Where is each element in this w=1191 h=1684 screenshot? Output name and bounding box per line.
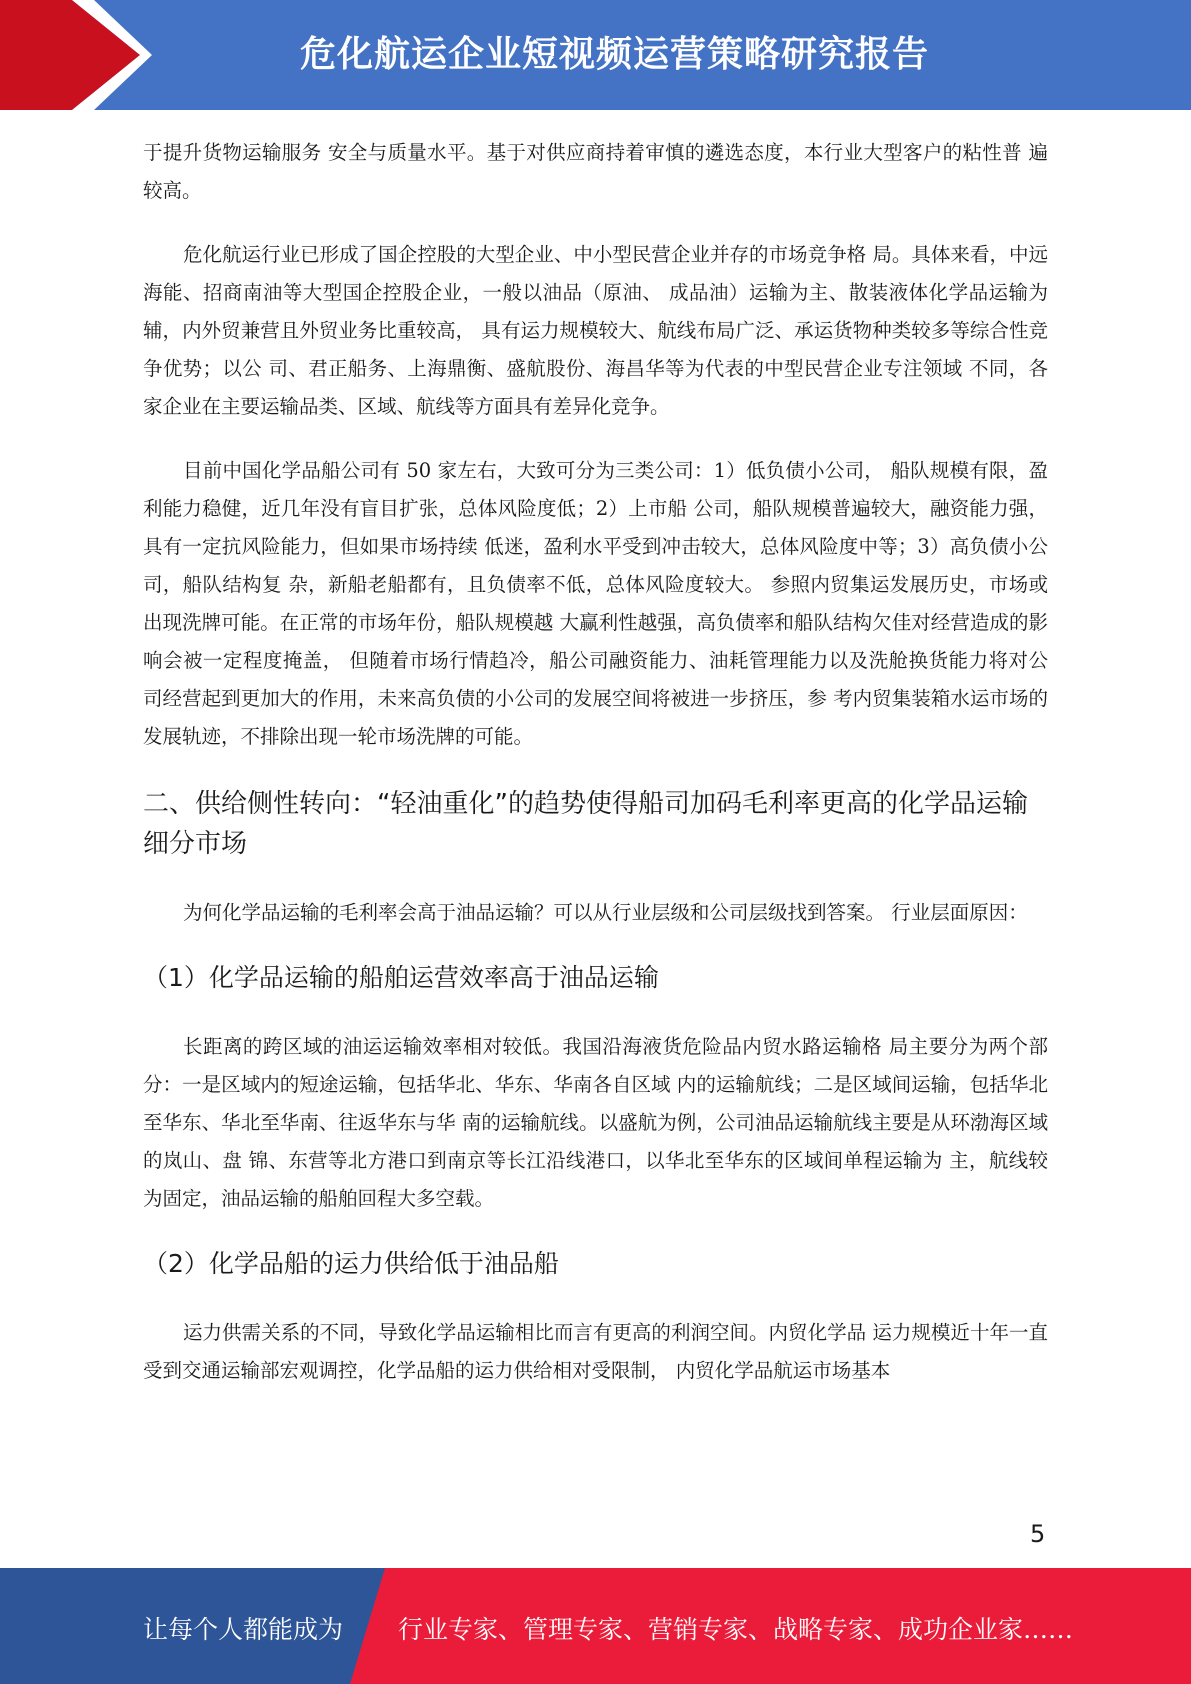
- paragraph-question: 为何化学品运输的毛利率会高于油品运输？可以从行业层级和公司层级找到答案。 行业层面原因：: [183, 901, 1028, 924]
- paragraph-company-types: 目前中国化学品船公司有 50 家左右，大致可分为三类公司：1）低负债小公司， 船队规模有限，盈利能力稳健，近几年没有盲目扩张，总体风险度低；2）上市船 公司，船队规模普遍较大，融资能力强，具有一定抗风险能力，但如果市场持续 低迷，盈利水平受到冲击较大，总体风险度中等；3）高负债小公司，船队结构复 杂，新船老船都有，且负债率不低，总体风险度较大。 参照内贸集运发展历史，市场或出现洗牌可能。在正常的市场年份，船队规模越 大赢利性越强，高负债率和船队结构欠佳对经营造成的影响会被一定程度掩盖， 但随着市场行情趋冷，船公司融资能力、油耗管理能力以及洗舱换货能力将对公 司经营起到更加大的作用，未来高负债的小公司的发展空间将被进一步挤压，参 考内贸集装箱水运市场的发展轨迹，不排除出现一轮市场洗牌的可能。: [143, 459, 1048, 748]
- paragraph-market-structure: 危化航运行业已形成了国企控股的大型企业、中小型民营企业并存的市场竞争格 局。具体来看，中远海能、招商南油等大型国企控股企业，一般以油品（原油、 成品油）运输为主、散装液体化学品运输为辅，内外贸兼营且外贸业务比重较高， 具有运力规模较大、航线布局广泛、承运货物种类较多等综合性竞争优势；以公 司、君正船务、上海鼎衡、盛航股份、海昌华等为代表的中型民营企业专注领域 不同，各家企业在主要运输品类、区域、航线等方面具有差异化竞争。: [143, 243, 1048, 418]
- subsection-heading-2: （2）化学品船的运力供给低于油品船: [143, 1249, 559, 1278]
- paragraph-continued: 于提升货物运输服务 安全与质量水平。基于对供应商持着审慎的遴选态度，本行业大型客户的粘性普 遍较高。: [143, 141, 1048, 202]
- page-footer: [0, 1568, 1191, 1684]
- header-red-arrow: [0, 0, 150, 110]
- paragraph-supply: 运力供需关系的不同，导致化学品运输相比而言有更高的利润空间。内贸化学品 运力规模近十年一直受到交通运输部宏观调控，化学品船的运力供给相对受限制， 内贸化学品航运市场基本: [143, 1321, 1048, 1382]
- page-header: [0, 0, 1191, 110]
- report-title: 危化航运企业短视频运营策略研究报告: [300, 34, 930, 75]
- page-body: [143, 134, 1048, 1416]
- footer-slogan-left: 让每个人都能成为: [143, 1615, 344, 1644]
- footer-slogan-right: 行业专家、管理专家、营销专家、战略专家、成功企业家……: [398, 1615, 1074, 1644]
- section-heading: 二、供给侧性转向：“轻油重化”的趋势使得船司加码毛利率更高的化学品运输 细分市场: [143, 789, 1028, 859]
- paragraph-efficiency: 长距离的跨区域的油运运输效率相对较低。我国沿海液货危险品内贸水路运输格 局主要分为两个部分：一是区域内的短途运输，包括华北、华东、华南各自区域 内的运输航线；二是区域间运输，包括华北至华东、华北至华南、往返华东与华 南的运输航线。以盛航为例，公司油品运输航线主要是从环渤海区域的岚山、盘 锦、东营等北方港口到南京等长江沿线港口，以华北至华东的区域间单程运输为 主，航线较为固定，油品运输的船舶回程大多空载。: [143, 1035, 1048, 1210]
- page-number: 5: [1030, 1520, 1046, 1548]
- subsection-heading-1: （1）化学品运输的船舶运营效率高于油品运输: [143, 963, 659, 992]
